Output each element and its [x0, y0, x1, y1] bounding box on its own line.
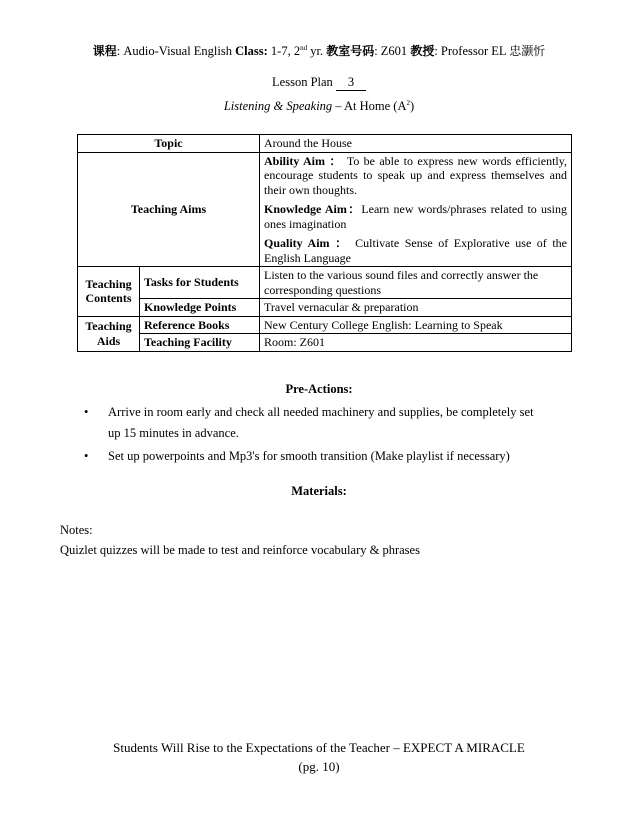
list-item: [78, 402, 548, 444]
tasks-value: Listen to the various sound files and correctly answer the corresponding questions: [260, 267, 572, 299]
subtitle-rest: – At Home (A: [332, 99, 407, 114]
tasks-label: Tasks for Students: [140, 267, 260, 299]
class-label: Class:: [235, 44, 268, 58]
page-number: (pg. 10): [298, 759, 340, 774]
teaching-aims-label: Teaching Aims: [78, 152, 260, 267]
table-row: [78, 299, 572, 317]
class-value-sup: nd: [300, 43, 308, 52]
lesson-subtitle: [0, 99, 638, 114]
materials-title: Materials:: [291, 484, 347, 498]
subtitle-italic: Listening & Speaking: [223, 99, 333, 114]
room-value: : Z601: [374, 44, 411, 58]
lesson-plan-table: [77, 134, 572, 352]
table-row: [78, 135, 572, 153]
list-item-text: Set up powerpoints and Mp3's for smooth transition (Make playlist if necessary): [108, 449, 510, 463]
quality-aim-label: Quality Aim: [264, 236, 336, 250]
quality-aim-text: Cultivate Sense of Explorative use of the English Language: [264, 236, 567, 265]
knowledge-aim-colon: ：: [346, 202, 362, 216]
notes-text: Quizlet quizzes will be made to test and reinforce vocabulary & phrases: [60, 543, 420, 557]
topic-value: Around the House: [260, 135, 572, 153]
course-label: 课程: [92, 44, 117, 58]
professor-name-cn: 忠灏忻: [509, 44, 546, 58]
pre-actions-title: Pre-Actions:: [285, 382, 353, 396]
knowledge-aim: [264, 202, 567, 231]
professor-label: 教授: [410, 44, 435, 58]
ability-aim: [264, 154, 567, 198]
reference-books-label: Reference Books: [140, 316, 260, 334]
list-item: [78, 446, 548, 467]
pre-actions-list: [78, 402, 548, 469]
teaching-contents-label: Teaching Contents: [78, 267, 140, 317]
table-row: [78, 334, 572, 352]
course-value: : Audio-Visual English: [116, 44, 236, 58]
professor-value: : Professor EL: [434, 44, 510, 58]
topic-label: Topic: [78, 135, 260, 153]
teaching-aims-cell: [260, 152, 572, 267]
lesson-plan-line: [0, 75, 638, 91]
knowledge-points-label: Knowledge Points: [140, 299, 260, 317]
lesson-plan-number: 3: [336, 75, 366, 91]
table-row: [78, 267, 572, 299]
subtitle-close: ): [409, 99, 415, 114]
reference-books-value: New Century College English: Learning to Speak: [260, 316, 572, 334]
class-value-post: yr.: [307, 44, 327, 58]
table-row: [78, 152, 572, 267]
ability-aim-text: To be able to express new words efficiently, encourage students to speak up and express themselves and their own thoughts.: [264, 153, 567, 197]
knowledge-points-value: Travel vernacular & preparation: [260, 299, 572, 317]
list-item-text: Arrive in room early and check all needed machinery and supplies, be completely set up 15 minutes in advance.: [108, 405, 534, 440]
ability-aim-label: Ability Aim: [264, 153, 330, 168]
bullet-icon: •: [84, 449, 89, 463]
bullet-icon: •: [84, 405, 89, 419]
lesson-plan-label: Lesson Plan: [272, 75, 336, 89]
course-header: [0, 42, 638, 59]
table-row: [78, 316, 572, 334]
room-label: 教室号码: [326, 44, 375, 58]
teaching-facility-value: Room: Z601: [260, 334, 572, 352]
teaching-facility-label: Teaching Facility: [140, 334, 260, 352]
quality-aim-colon: ：: [335, 236, 350, 250]
footer-motto: Students Will Rise to the Expectations of the Teacher – EXPECT A MIRACLE: [113, 740, 525, 755]
subtitle-sup: 2: [406, 99, 410, 107]
ability-aim-colon: ：: [329, 153, 343, 168]
class-value-pre: 1-7, 2: [267, 44, 301, 58]
knowledge-aim-text: Learn new words/phrases related to using ones imagination: [264, 202, 567, 231]
knowledge-aim-label: Knowledge Aim: [264, 202, 347, 216]
quality-aim: [264, 236, 567, 265]
teaching-aids-label: Teaching Aids: [78, 316, 140, 351]
notes-label: Notes:: [60, 523, 93, 537]
page-footer: [0, 738, 638, 776]
